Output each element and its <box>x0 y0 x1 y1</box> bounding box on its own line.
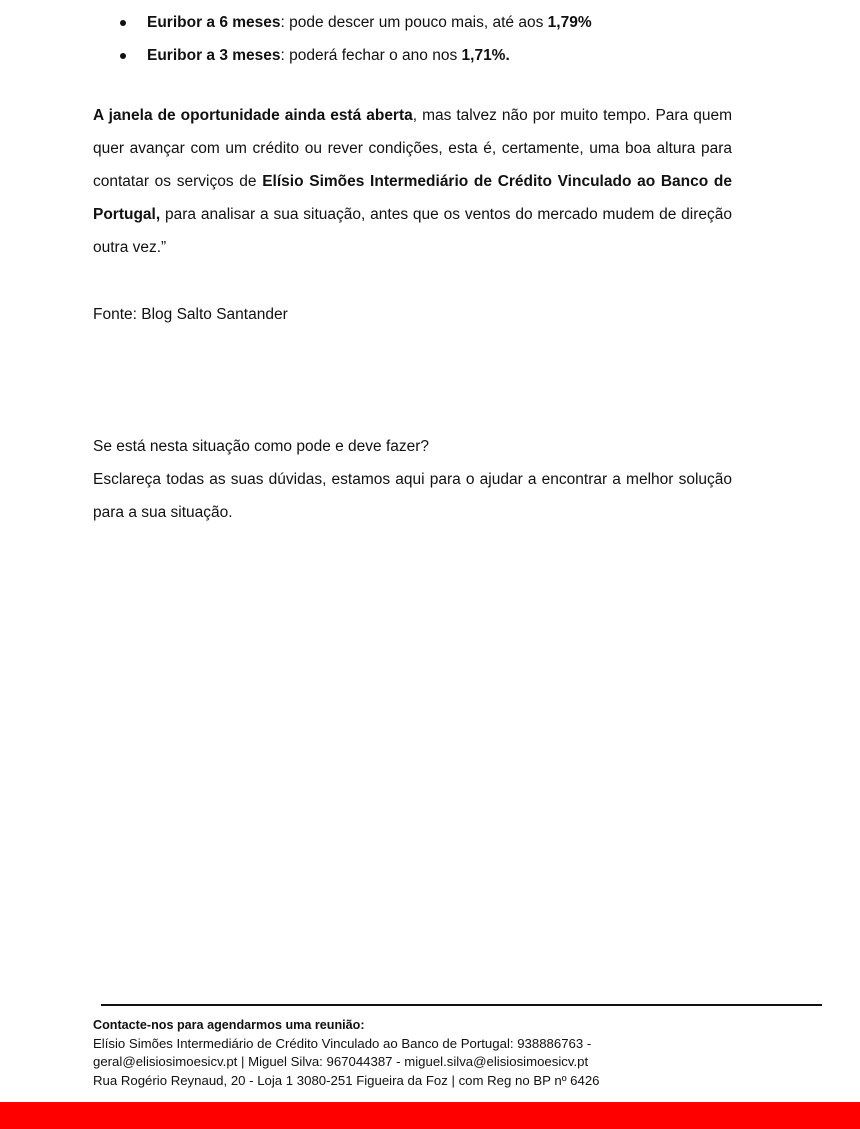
paragraph-text-1: , mas talvez não por muito tempo. Para quem quer avançar com um crédito ou rever condições, esta é, certamente, uma boa altura para contatar os serviços de <box>93 107 732 190</box>
cta-answer: Esclareça todas as suas dúvidas, estamos aqui para o ajudar a encontrar a melhor solução para a sua situação. <box>93 471 732 521</box>
call-to-action <box>93 430 732 529</box>
footer-line-1: Elísio Simões Intermediário de Crédito Vinculado ao Banco de Portugal: 938886763 - <box>93 1035 592 1051</box>
bullet-value: 1,79% <box>547 14 592 31</box>
footer-divider <box>101 1004 822 1006</box>
bullet-euribor-3m <box>120 39 760 72</box>
footer-title: Contacte-nos para agendarmos uma reunião: <box>93 1018 365 1032</box>
footer-line-2: geral@elisiosimoesicv.pt | Miguel Silva: 967044387 - miguel.silva@elisiosimoesicv.pt <box>93 1054 589 1069</box>
bullet-dot-icon <box>120 53 126 59</box>
bullet-label: Euribor a 6 meses <box>147 14 281 31</box>
paragraph-company: Elísio Simões Intermediário de Crédito Vinculado ao Banco de Portugal, <box>93 173 732 223</box>
source-line: Fonte: Blog Salto Santander <box>93 306 288 323</box>
euribor-bullet-list <box>120 6 760 72</box>
footer-accent-bar <box>0 1102 860 1129</box>
bullet-text: : poderá fechar o ano nos <box>280 47 462 64</box>
bullet-euribor-6m <box>120 6 760 39</box>
bullet-text: : pode descer um pouco mais, até aos <box>280 14 548 31</box>
bullet-dot-icon <box>120 20 126 26</box>
bullet-label: Euribor a 3 meses <box>147 47 281 64</box>
bullet-value: 1,71%. <box>461 47 510 64</box>
cta-question: Se está nesta situação como pode e deve fazer? <box>93 438 430 455</box>
footer-line-3: Rua Rogério Reynaud, 20 - Loja 1 3080-251 Figueira da Foz | com Reg no BP nº 6426 <box>93 1072 600 1088</box>
opportunity-paragraph <box>93 99 732 264</box>
paragraph-lead: A janela de oportunidade ainda está aberta <box>93 107 413 124</box>
footer-contact <box>93 1016 833 1090</box>
paragraph-text-2: para analisar a sua situação, antes que os ventos do mercado mudem de direção outra vez.” <box>93 206 732 256</box>
